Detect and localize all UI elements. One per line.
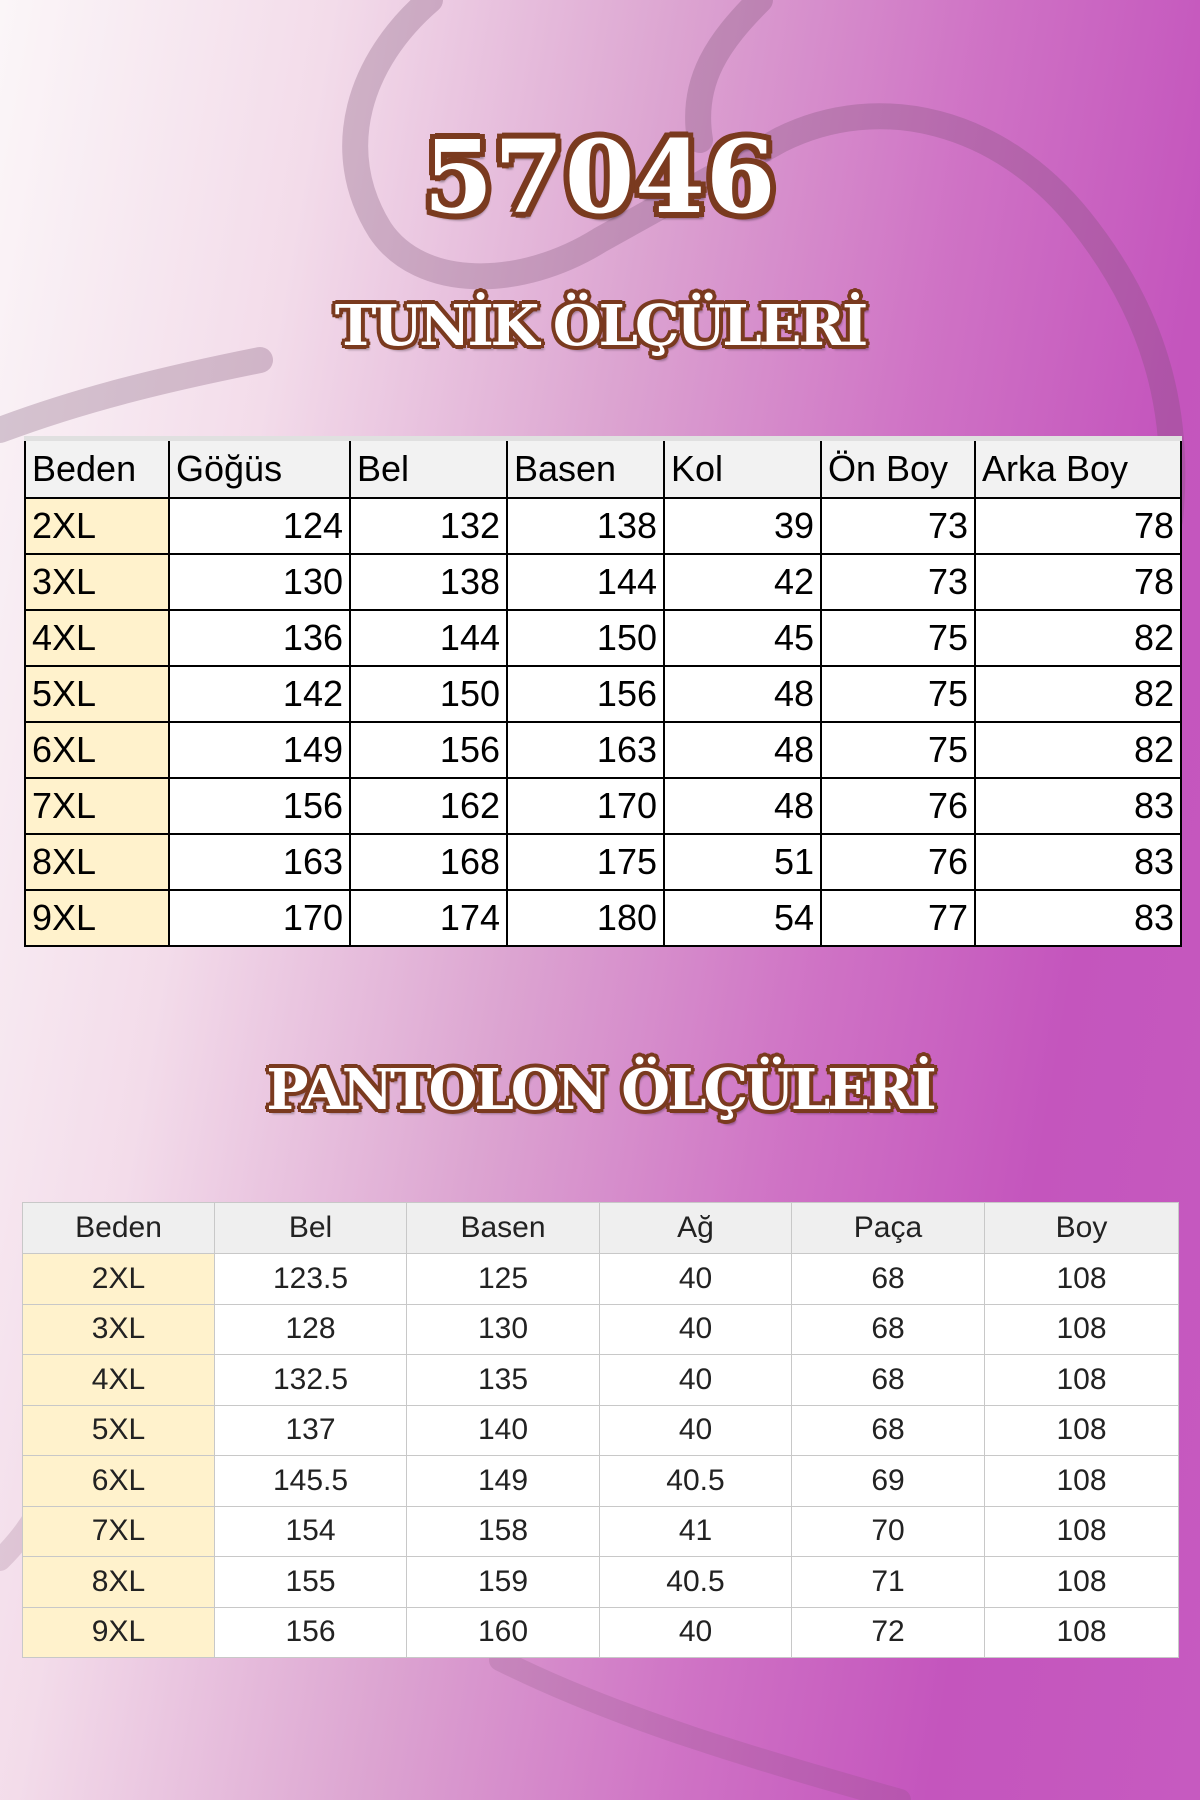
- pantolon-table-row: [23, 1405, 1179, 1456]
- tunik-value-cell: 83: [975, 834, 1181, 890]
- pantolon-value-cell: 108: [985, 1557, 1179, 1608]
- pantolon-size-cell: 3XL: [23, 1304, 215, 1355]
- tunik-value-cell: 156: [350, 722, 507, 778]
- tunik-value-cell: 73: [821, 498, 975, 554]
- tunik-header-cell: Göğüs: [169, 439, 350, 499]
- tunik-value-cell: 136: [169, 610, 350, 666]
- tunik-header-cell: Bel: [350, 439, 507, 499]
- pantolon-size-cell: 4XL: [23, 1355, 215, 1406]
- tunik-value-cell: 156: [169, 778, 350, 834]
- tunik-value-cell: 39: [664, 498, 821, 554]
- pantolon-value-cell: 108: [985, 1456, 1179, 1507]
- pantolon-section-title: PANTOLON ÖLÇÜLERİ: [266, 1057, 934, 1123]
- pantolon-value-cell: 70: [792, 1506, 985, 1557]
- tunik-header-cell: Basen: [507, 439, 664, 499]
- tunik-value-cell: 82: [975, 610, 1181, 666]
- tunik-header-cell: Kol: [664, 439, 821, 499]
- pantolon-value-cell: 68: [792, 1405, 985, 1456]
- tunik-value-cell: 48: [664, 722, 821, 778]
- pantolon-header-cell: Basen: [407, 1203, 600, 1254]
- pantolon-value-cell: 71: [792, 1557, 985, 1608]
- pantolon-header-cell: Paça: [792, 1203, 985, 1254]
- tunik-table-row: [25, 554, 1181, 610]
- tunik-table-row: [25, 778, 1181, 834]
- tunik-size-cell: 9XL: [25, 890, 169, 946]
- tunik-value-cell: 76: [821, 834, 975, 890]
- tunik-size-cell: 7XL: [25, 778, 169, 834]
- pantolon-value-cell: 68: [792, 1304, 985, 1355]
- pantolon-value-cell: 128: [215, 1304, 407, 1355]
- tunik-size-cell: 3XL: [25, 554, 169, 610]
- pantolon-value-cell: 132.5: [215, 1355, 407, 1406]
- pantolon-header-cell: Boy: [985, 1203, 1179, 1254]
- pantolon-value-cell: 68: [792, 1355, 985, 1406]
- tunik-value-cell: 54: [664, 890, 821, 946]
- tunik-value-cell: 130: [169, 554, 350, 610]
- pantolon-value-cell: 108: [985, 1506, 1179, 1557]
- pantolon-header-cell: Bel: [215, 1203, 407, 1254]
- pantolon-value-cell: 158: [407, 1506, 600, 1557]
- pantolon-value-cell: 135: [407, 1355, 600, 1406]
- pantolon-value-cell: 69: [792, 1456, 985, 1507]
- pantolon-value-cell: 159: [407, 1557, 600, 1608]
- tunik-value-cell: 75: [821, 722, 975, 778]
- pantolon-header-row: [23, 1203, 1179, 1254]
- pantolon-table-row: [23, 1506, 1179, 1557]
- pantolon-value-cell: 149: [407, 1456, 600, 1507]
- tunik-size-cell: 5XL: [25, 666, 169, 722]
- tunik-value-cell: 82: [975, 722, 1181, 778]
- pantolon-value-cell: 108: [985, 1355, 1179, 1406]
- tunik-value-cell: 75: [821, 610, 975, 666]
- pantolon-value-cell: 72: [792, 1607, 985, 1658]
- pantolon-value-cell: 125: [407, 1254, 600, 1305]
- tunik-size-cell: 8XL: [25, 834, 169, 890]
- pantolon-value-cell: 160: [407, 1607, 600, 1658]
- tunik-value-cell: 45: [664, 610, 821, 666]
- tunik-table-row: [25, 666, 1181, 722]
- pantolon-value-cell: 40: [600, 1304, 792, 1355]
- tunik-value-cell: 163: [169, 834, 350, 890]
- pantolon-table-row: [23, 1607, 1179, 1658]
- tunik-value-cell: 51: [664, 834, 821, 890]
- tunik-table-row: [25, 834, 1181, 890]
- tunik-value-cell: 48: [664, 666, 821, 722]
- pantolon-value-cell: 40.5: [600, 1557, 792, 1608]
- tunik-value-cell: 78: [975, 554, 1181, 610]
- pantolon-value-cell: 40.5: [600, 1456, 792, 1507]
- pantolon-size-cell: 8XL: [23, 1557, 215, 1608]
- pantolon-table-row: [23, 1355, 1179, 1406]
- tunik-value-cell: 142: [169, 666, 350, 722]
- tunik-value-cell: 83: [975, 890, 1181, 946]
- pantolon-value-cell: 123.5: [215, 1254, 407, 1305]
- product-code-title: 57046: [423, 118, 777, 236]
- tunik-value-cell: 132: [350, 498, 507, 554]
- tunik-size-cell: 2XL: [25, 498, 169, 554]
- tunik-header-cell: Arka Boy: [975, 439, 1181, 499]
- pantolon-size-table: [22, 1202, 1179, 1658]
- pantolon-value-cell: 108: [985, 1304, 1179, 1355]
- tunik-value-cell: 73: [821, 554, 975, 610]
- pantolon-value-cell: 145.5: [215, 1456, 407, 1507]
- pantolon-table-row: [23, 1456, 1179, 1507]
- tunik-value-cell: 138: [507, 498, 664, 554]
- pantolon-value-cell: 155: [215, 1557, 407, 1608]
- pantolon-size-cell: 6XL: [23, 1456, 215, 1507]
- pantolon-size-cell: 5XL: [23, 1405, 215, 1456]
- tunik-table-row: [25, 890, 1181, 946]
- tunik-value-cell: 144: [507, 554, 664, 610]
- pantolon-table-row: [23, 1254, 1179, 1305]
- pantolon-value-cell: 156: [215, 1607, 407, 1658]
- tunik-value-cell: 170: [169, 890, 350, 946]
- pantolon-value-cell: 40: [600, 1607, 792, 1658]
- tunik-value-cell: 150: [507, 610, 664, 666]
- tunik-value-cell: 156: [507, 666, 664, 722]
- pantolon-value-cell: 40: [600, 1355, 792, 1406]
- tunik-value-cell: 83: [975, 778, 1181, 834]
- tunik-table-row: [25, 498, 1181, 554]
- pantolon-value-cell: 108: [985, 1254, 1179, 1305]
- pantolon-header-cell: Ağ: [600, 1203, 792, 1254]
- tunik-value-cell: 150: [350, 666, 507, 722]
- pantolon-size-cell: 7XL: [23, 1506, 215, 1557]
- pantolon-size-cell: 2XL: [23, 1254, 215, 1305]
- pantolon-value-cell: 68: [792, 1254, 985, 1305]
- tunik-value-cell: 175: [507, 834, 664, 890]
- tunik-value-cell: 82: [975, 666, 1181, 722]
- tunik-value-cell: 124: [169, 498, 350, 554]
- pantolon-value-cell: 108: [985, 1405, 1179, 1456]
- tunik-size-table: [24, 436, 1182, 947]
- tunik-value-cell: 76: [821, 778, 975, 834]
- tunik-section-title: TUNİK ÖLÇÜLERİ: [334, 293, 866, 359]
- tunik-value-cell: 149: [169, 722, 350, 778]
- tunik-value-cell: 180: [507, 890, 664, 946]
- tunik-value-cell: 162: [350, 778, 507, 834]
- tunik-header-cell: Ön Boy: [821, 439, 975, 499]
- tunik-value-cell: 77: [821, 890, 975, 946]
- pantolon-value-cell: 40: [600, 1405, 792, 1456]
- tunik-table-row: [25, 722, 1181, 778]
- pantolon-value-cell: 154: [215, 1506, 407, 1557]
- pantolon-value-cell: 130: [407, 1304, 600, 1355]
- tunik-size-cell: 4XL: [25, 610, 169, 666]
- tunik-value-cell: 168: [350, 834, 507, 890]
- tunik-value-cell: 170: [507, 778, 664, 834]
- tunik-value-cell: 163: [507, 722, 664, 778]
- pantolon-value-cell: 41: [600, 1506, 792, 1557]
- pantolon-table-row: [23, 1557, 1179, 1608]
- pantolon-value-cell: 108: [985, 1607, 1179, 1658]
- tunik-table-row: [25, 610, 1181, 666]
- pantolon-size-cell: 9XL: [23, 1607, 215, 1658]
- pantolon-table-row: [23, 1304, 1179, 1355]
- tunik-size-cell: 6XL: [25, 722, 169, 778]
- pantolon-header-cell: Beden: [23, 1203, 215, 1254]
- tunik-value-cell: 144: [350, 610, 507, 666]
- pantolon-value-cell: 140: [407, 1405, 600, 1456]
- pantolon-value-cell: 137: [215, 1405, 407, 1456]
- tunik-value-cell: 75: [821, 666, 975, 722]
- tunik-header-row: [25, 439, 1181, 499]
- tunik-value-cell: 174: [350, 890, 507, 946]
- tunik-value-cell: 48: [664, 778, 821, 834]
- tunik-value-cell: 138: [350, 554, 507, 610]
- tunik-value-cell: 78: [975, 498, 1181, 554]
- pantolon-value-cell: 40: [600, 1254, 792, 1305]
- tunik-value-cell: 42: [664, 554, 821, 610]
- tunik-header-cell: Beden: [25, 439, 169, 499]
